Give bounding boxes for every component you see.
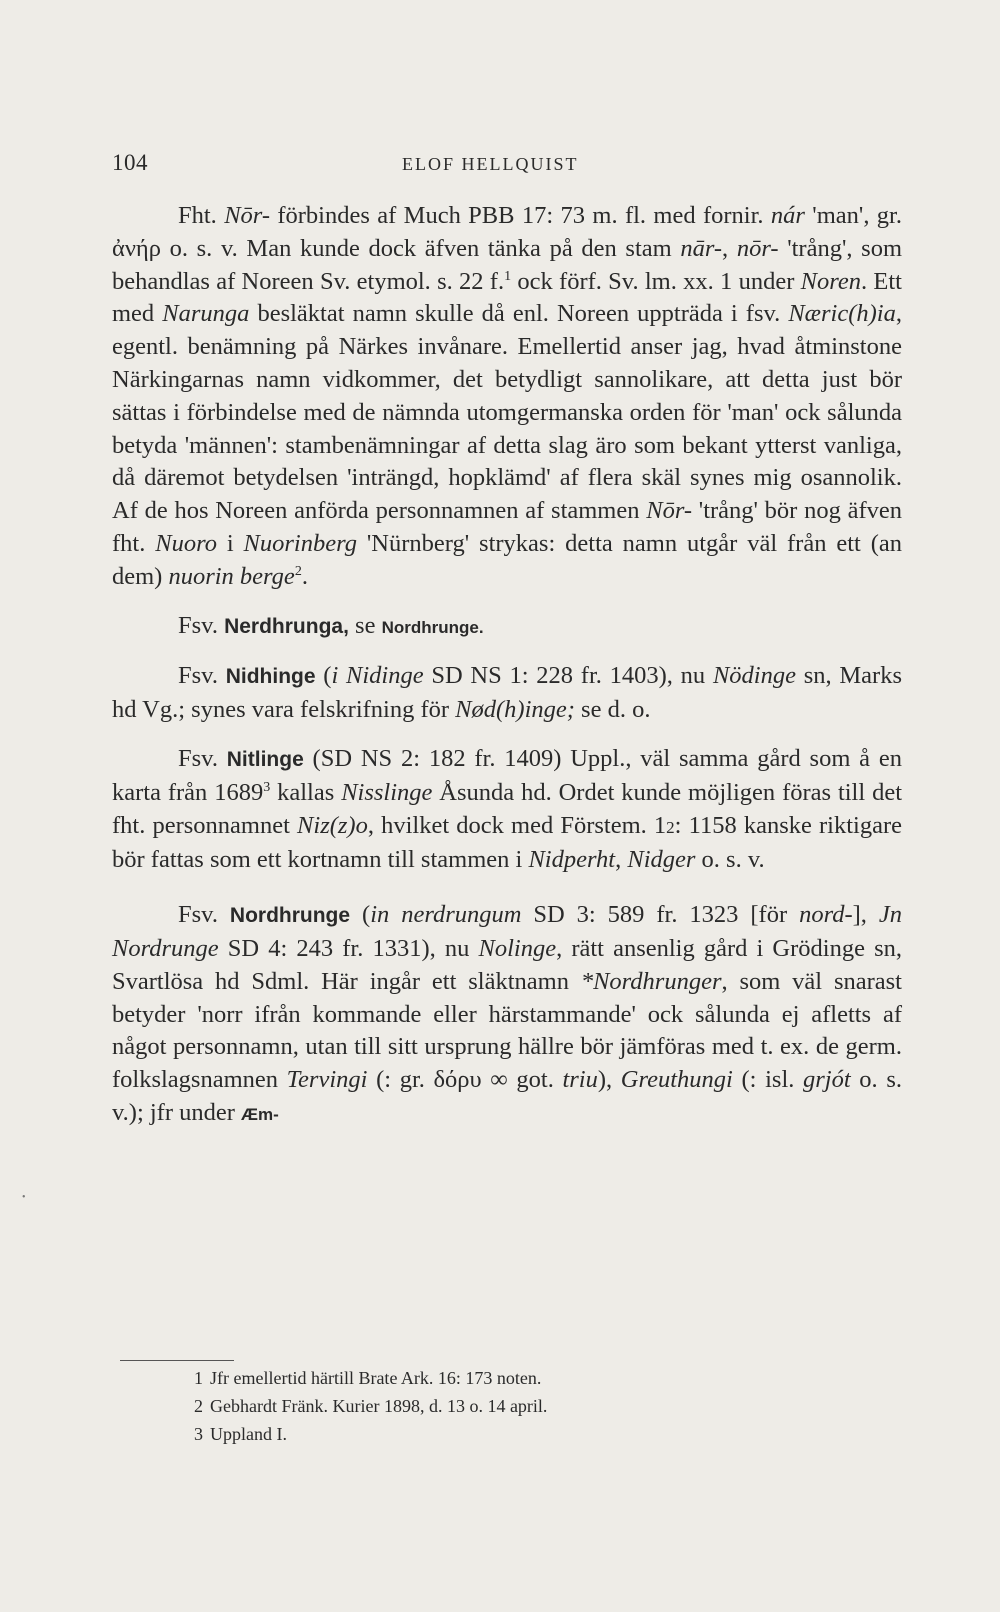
italic-term: Næric(h)ia xyxy=(788,300,896,328)
entry-nidhinge xyxy=(112,660,902,727)
italic-term: Niz(z)o xyxy=(297,811,368,839)
text-run: , rätt ansenlig gård i Grödinge sn, Svartlösa hd Sdml. Här ingår ett släktnamn xyxy=(112,934,903,995)
footnote-text: Jfr emellertid härtill Brate Ark. 16: 173 noten. xyxy=(210,1368,542,1388)
entry-lemma: Nidhinge xyxy=(225,665,316,689)
text-run: förbindes af Much PBB 17: 73 m. fl. med fornir. xyxy=(269,202,771,229)
text-run: ), xyxy=(597,1066,621,1094)
italic-term: Nød(h)inge; xyxy=(455,696,575,724)
text-run: ( xyxy=(350,901,371,929)
page-header xyxy=(112,150,902,190)
entry-lemma: Nitlinge xyxy=(226,747,304,771)
text-run: besläktat namn skulle då enl. Noreen uppträda i fsv. xyxy=(249,300,789,328)
text-run: SD 3: 589 fr. 1323 [för xyxy=(521,901,800,929)
text-run: (: gr. δόρυ ∞ got. xyxy=(367,1066,563,1094)
italic-term: nōr- xyxy=(736,234,779,262)
italic-term: nár xyxy=(770,202,805,229)
body-text xyxy=(112,200,902,1132)
footnote-text: Uppland I. xyxy=(210,1424,287,1444)
page-number: 104 xyxy=(112,150,148,175)
text-run: se xyxy=(348,611,382,639)
entry-nordhrunge xyxy=(112,899,902,1132)
text-run: 'Nürnberg' strykas: detta namn utgår väl från ett (an dem) xyxy=(112,529,903,590)
text-run: se d. o. xyxy=(574,696,651,724)
footnote xyxy=(194,1420,814,1448)
italic-term: *Nordhrunger xyxy=(580,967,722,995)
text-run: ock förf. Sv. lm. xx. 1 under xyxy=(511,267,801,295)
footnotes xyxy=(194,1364,814,1448)
text-run: Fsv. xyxy=(178,901,230,929)
margin-speck: • xyxy=(22,1192,26,1203)
italic-term: Nōr- xyxy=(224,202,270,229)
text-run: , xyxy=(722,234,737,262)
italic-term: triu xyxy=(562,1066,598,1094)
italic-term: Nuoro xyxy=(155,529,217,557)
cross-reference: Nordhrunge. xyxy=(381,617,484,637)
text-run: Åsunda hd. Ordet kunde möjligen föras till det fht. personnamnet xyxy=(112,778,903,839)
italic-term: nār- xyxy=(680,234,723,262)
cross-reference: Æm- xyxy=(241,1104,279,1124)
entry-lemma: Nordhrunge xyxy=(229,904,351,928)
footnote xyxy=(194,1364,814,1392)
footnote-number: 3 xyxy=(194,1424,203,1444)
italic-term: in nerdrungum xyxy=(370,901,522,929)
text-run: , egentl. benämning på Närkes invånare. Emellertid anser jag, hvad åtminstone Närkingarnas namn vidkommer, det betydligt sannolikare, att detta just bör sättas i förbindelse med de nämnda utomgermanska orden för 'man' ock sålunda betyda 'männen': stambenämningar af detta slag äro som bekant ytterst vanliga, då däremot betydelsen 'inträngd, hopklämd' af flera skäl synes mig osannolik. Af de hos Noreen anförda personnamnen af stammen xyxy=(112,300,902,525)
text-run: : 1158 kanske riktigare bör fattas som ett kortnamn till stammen i xyxy=(112,811,902,874)
text-run: kallas xyxy=(270,778,342,806)
italic-term: Nidger xyxy=(627,846,696,874)
text-run: Fsv. xyxy=(178,662,226,690)
running-head: ELOF HELLQUIST xyxy=(402,154,579,174)
italic-term: nord- xyxy=(799,901,853,929)
italic-term: Nidperht xyxy=(528,846,616,874)
text-run: Fsv. xyxy=(178,611,225,639)
italic-term: Greuthungi xyxy=(620,1066,733,1094)
italic-term: Nōr- xyxy=(646,497,693,525)
text-run: . Ett med xyxy=(112,267,902,328)
text-run: o. s. v. xyxy=(695,846,765,874)
text-run: 'trång', som behandlas af Noreen Sv. etymol. s. 22 f. xyxy=(112,234,903,295)
text-run: , hvilket dock med Förstem. 1 xyxy=(367,811,667,839)
text-run: sn, Marks hd Vg.; synes vara felskrifning för xyxy=(112,662,902,724)
italic-term: Jn Nordrunge xyxy=(112,901,902,962)
italic-term: nuorin berge xyxy=(168,562,295,590)
text-run: Fsv. xyxy=(178,744,227,772)
italic-term: Nisslinge xyxy=(341,778,433,806)
footnote-ref: 1 xyxy=(504,268,512,284)
footnote-text: Gebhardt Fränk. Kurier 1898, d. 13 o. 14 april. xyxy=(210,1396,548,1416)
text-run: o. s. v.); jfr under xyxy=(112,1066,902,1126)
italic-term: Nuorinberg xyxy=(243,529,357,557)
footnote-divider xyxy=(120,1360,234,1361)
entry-lemma: Nerdhrunga, xyxy=(224,614,349,638)
text-run: i xyxy=(216,529,244,557)
italic-term: Narunga xyxy=(162,300,250,328)
text-run: SD 4: 243 fr. 1331), nu xyxy=(218,934,479,962)
italic-term: i Nidinge xyxy=(331,662,424,690)
footnote-ref: 3 xyxy=(263,779,271,795)
text-run: , som väl snarast betyder 'norr ifrån kommande eller härstammande' ock sålunda ej afletts af något personnamn, utan till sitt ursprung hällre bör jämföras med t. ex. de germ. folkslagsnamnen xyxy=(112,967,902,1094)
text-run: SD NS 1: 228 fr. 1403), nu xyxy=(423,662,713,690)
text-run: (: isl. xyxy=(732,1066,804,1094)
italic-term: Nolinge xyxy=(478,934,557,962)
italic-term: grjót xyxy=(803,1066,851,1094)
footnote xyxy=(194,1392,814,1420)
paragraph-nor xyxy=(112,200,902,594)
text-run: (SD NS 2: 182 fr. 1409) Uppl., väl samma gård som å en karta från 1689 xyxy=(112,744,902,806)
volume-subscript: 2 xyxy=(666,817,675,837)
text-run: , xyxy=(615,846,628,874)
entry-nerdhrunga xyxy=(112,610,902,645)
footnote-number: 2 xyxy=(194,1396,203,1416)
footnote-ref: 2 xyxy=(294,563,302,579)
italic-term: Noren xyxy=(800,267,861,295)
text-run: 'trång' bör nog äfven fht. xyxy=(112,497,902,557)
italic-term: Tervingi xyxy=(286,1066,368,1094)
text-run: Fht. xyxy=(178,202,225,229)
text-run: 'man', gr. ἀνήρ o. s. v. Man kunde dock äfven tänka på den stam xyxy=(112,202,902,262)
text-run: ], xyxy=(852,901,879,929)
italic-term: Nödinge xyxy=(712,662,796,690)
entry-nitlinge xyxy=(112,743,902,877)
text-run: . xyxy=(301,562,308,590)
footnote-number: 1 xyxy=(194,1368,203,1388)
text-run: ( xyxy=(315,662,332,690)
